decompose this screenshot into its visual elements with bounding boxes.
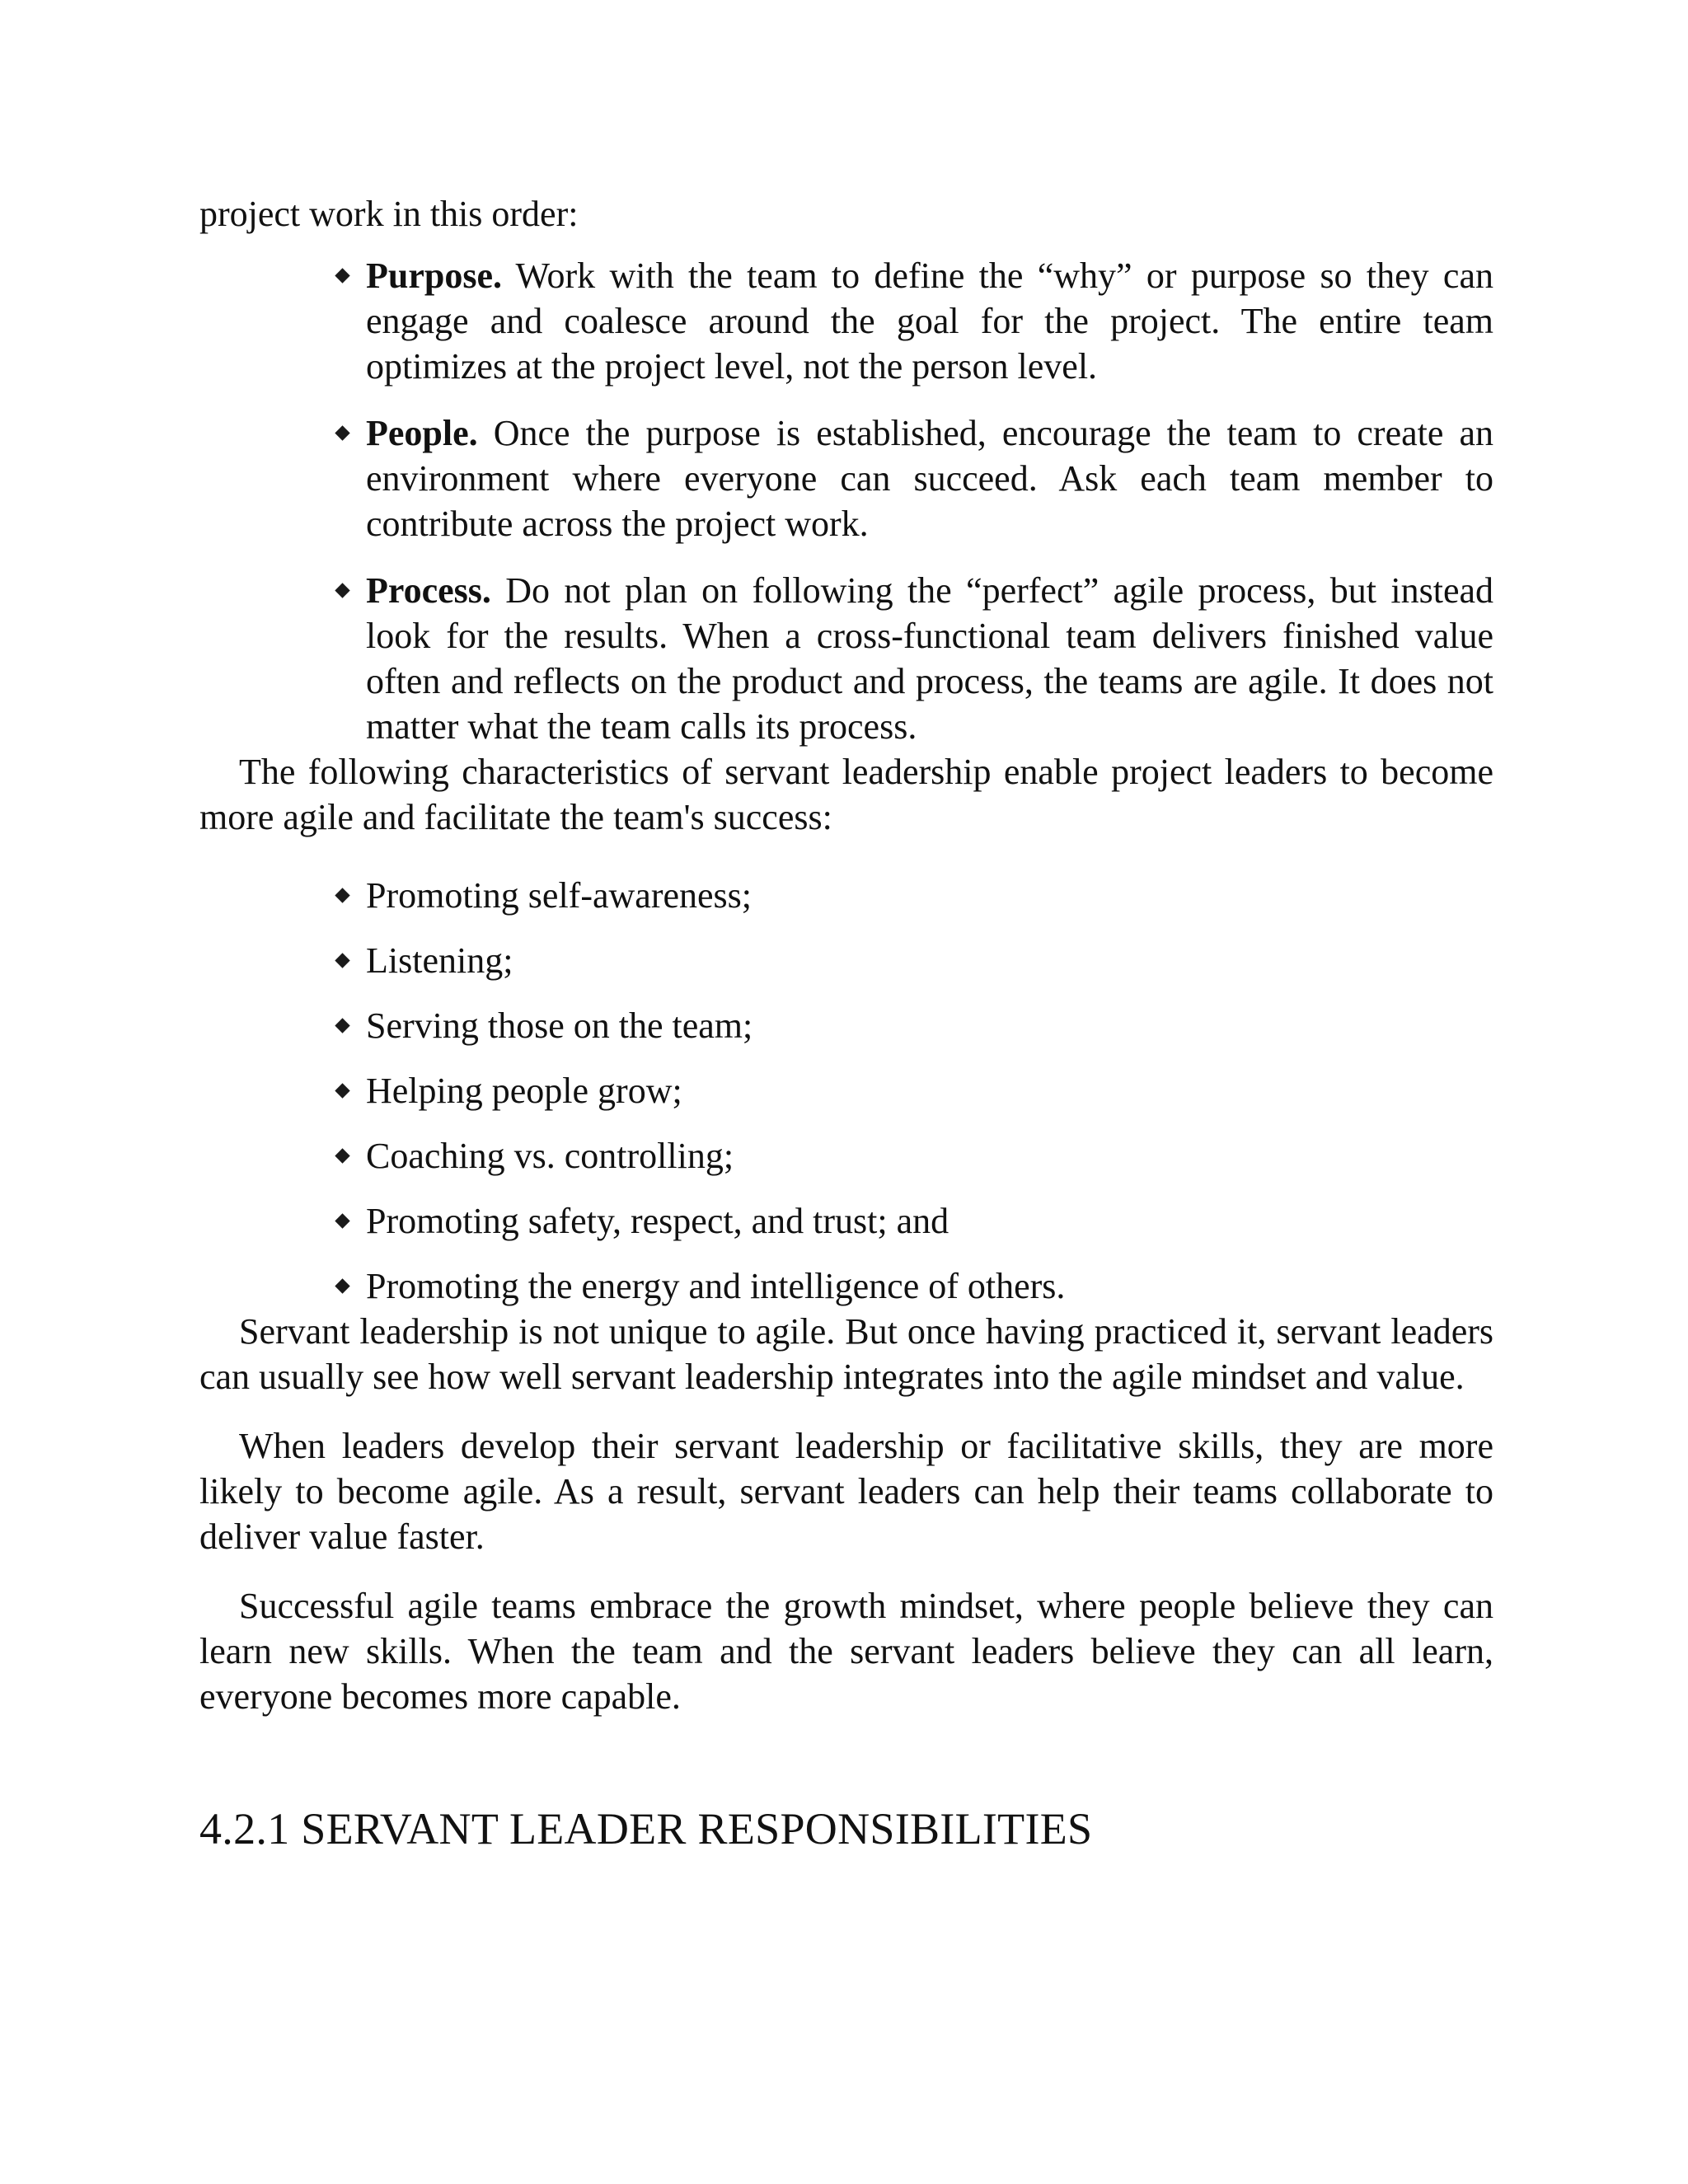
- diamond-bullet-icon: [330, 1263, 354, 1309]
- list-item-text: Listening;: [366, 940, 513, 981]
- diamond-bullet-icon: [330, 253, 354, 298]
- diamond-bullet-icon: [330, 1003, 354, 1048]
- diamond-bullet-icon: [330, 568, 354, 613]
- body-paragraph: Successful agile teams embrace the growth mindset, where people believe they can learn new skills. When the team and the servant leaders believe they can all learn, everyone becomes more capable.: [199, 1586, 1493, 1717]
- diamond-bullet-icon: [330, 1068, 354, 1113]
- list-item-text: Helping people grow;: [366, 1071, 682, 1111]
- list-item-text: Serving those on the team;: [366, 1005, 753, 1046]
- list-item: [366, 1068, 1493, 1113]
- diamond-bullet-icon: [330, 873, 354, 918]
- diamond-bullet-icon: [330, 1133, 354, 1179]
- diamond-bullet-icon: [330, 410, 354, 456]
- characteristics-list: [199, 873, 1493, 1309]
- list-item-term: Process.: [366, 570, 491, 611]
- diamond-bullet-icon: [330, 1198, 354, 1244]
- list-item-text: Coaching vs. controlling;: [366, 1136, 734, 1176]
- list-item: [366, 1263, 1493, 1309]
- body-paragraph: When leaders develop their servant leadership or facilitative skills, they are more likely to become agile. As a result, servant leaders can help their teams collaborate to deliver value faster.: [199, 1426, 1493, 1557]
- list-item: [366, 938, 1493, 983]
- list-item-purpose: [366, 253, 1493, 389]
- list-item: [366, 1198, 1493, 1244]
- list-item: [366, 1003, 1493, 1048]
- list-item-text: Work with the team to define the “why” or purpose so they can engage and coalesce around the goal for the project. The entire team optimizes at the project level, not the person level.: [366, 255, 1493, 387]
- list-item-text: Promoting self-awareness;: [366, 875, 752, 916]
- list-item-text: Promoting safety, respect, and trust; and: [366, 1201, 950, 1241]
- list-item-text: Do not plan on following the “perfect” agile process, but instead look for the results. When a cross-functional team delivers finished value often and reflects on the product and process, the teams are agile. It does not matter what the team calls its process.: [366, 570, 1493, 747]
- document-page: [199, 191, 1493, 1855]
- list-item-term: Purpose.: [366, 255, 502, 296]
- list-item: [366, 1133, 1493, 1179]
- list-item-text: Once the purpose is established, encourage the team to create an environment where everyone can succeed. Ask each team member to contribute across the project work.: [366, 413, 1493, 544]
- list-item-term: People.: [366, 413, 478, 453]
- list-item-text: Promoting the energy and intelligence of others.: [366, 1266, 1066, 1306]
- section-heading: 4.2.1 SERVANT LEADER RESPONSIBILITIES: [199, 1804, 1093, 1854]
- list-item-people: [366, 410, 1493, 546]
- intro-text: project work in this order:: [199, 194, 579, 234]
- diamond-bullet-icon: [330, 938, 354, 983]
- list-item: [366, 873, 1493, 918]
- focus-list: [199, 253, 1493, 749]
- characteristics-intro: The following characteristics of servant leadership enable project leaders to become more agile and facilitate the team's success:: [199, 752, 1493, 837]
- list-item-process: [366, 568, 1493, 749]
- body-paragraph: Servant leadership is not unique to agile. But once having practiced it, servant leaders can usually see how well servant leadership integrates into the agile mindset and value.: [199, 1311, 1493, 1397]
